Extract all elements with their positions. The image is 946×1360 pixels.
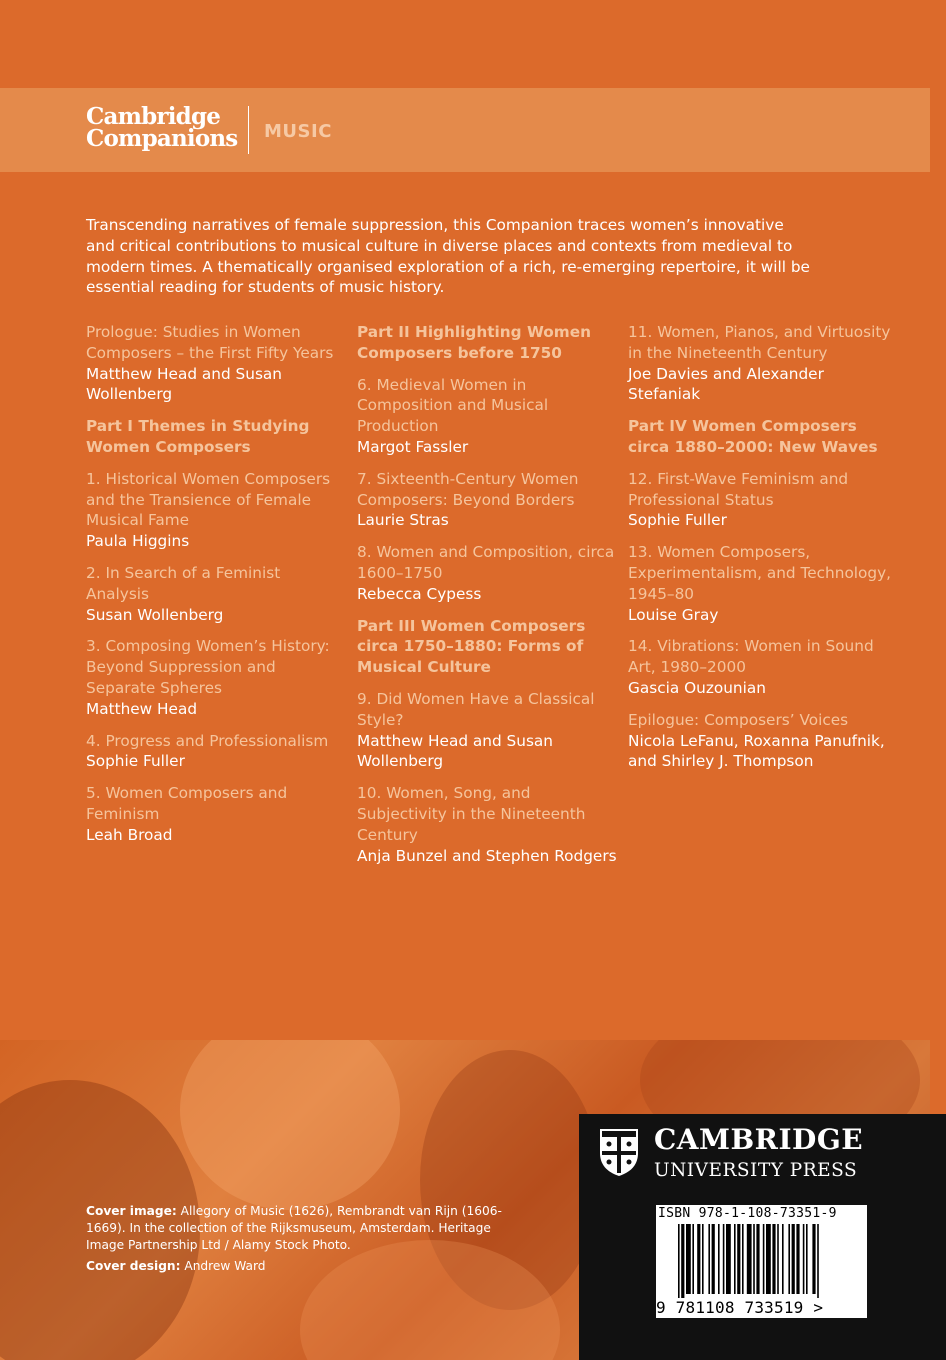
publisher-subname: UNIVERSITY PRESS [654, 1160, 858, 1181]
chapter-author: Rebecca Cypess [357, 584, 482, 603]
chapter-title: 4. Progress and Professionalism [86, 731, 329, 750]
university-crest-icon [598, 1127, 640, 1177]
part-heading: Part III Women Composers circa 1750–1880: Forms of Musical Culture [357, 616, 586, 677]
painting-highlight-shape [180, 1040, 400, 1210]
chapter-author: Matthew Head [86, 699, 198, 718]
barcode-bar [747, 1224, 752, 1294]
barcode-bar [792, 1224, 795, 1294]
chapter-title: 12. First-Wave Feminism and Professional Status [628, 469, 849, 509]
chapter-entry [628, 322, 898, 405]
chapter-author: Margot Fassler [357, 437, 469, 456]
barcode-bar [692, 1224, 694, 1294]
barcode-bar [777, 1224, 779, 1294]
chapter-entry [86, 322, 348, 405]
barcode-bar [753, 1224, 755, 1294]
chapter-title: 10. Women, Song, and Subjectivity in the Nineteenth Century [357, 784, 586, 844]
barcode-bar [772, 1224, 775, 1294]
isbn-digits: 9 781108 733519 > [656, 1298, 824, 1317]
chapter-title: 7. Sixteenth-Century Women Composers: Beyond Borders [357, 469, 579, 509]
chapter-author: Louise Gray [628, 605, 719, 624]
chapter-title: 6. Medieval Women in Composition and Musical Production [357, 375, 549, 436]
toc-column-3 [628, 322, 898, 783]
part-heading: Part IV Women Composers circa 1880–2000: New Waves [628, 417, 878, 456]
chapter-author: Gascia Ouzounian [628, 678, 766, 697]
barcode-bar [782, 1224, 784, 1294]
chapter-author: Sophie Fuller [86, 752, 185, 771]
barcode-bar [678, 1224, 680, 1298]
barcode-bar [763, 1224, 765, 1294]
barcode-bar [806, 1224, 808, 1294]
barcode-bar [697, 1224, 700, 1294]
isbn-barcode [656, 1205, 867, 1318]
chapter-title: 1. Historical Women Composers and the Transience of Female Musical Fame [86, 469, 331, 530]
barcode-bar [756, 1224, 759, 1294]
chapter-author: Sophie Fuller [628, 511, 727, 530]
chapter-title: 11. Women, Pianos, and Virtuosity in the Nineteenth Century [628, 323, 891, 362]
chapter-entry [86, 636, 348, 719]
toc-column-1 [86, 322, 348, 857]
chapter-author: Matthew Head and Susan Wollenberg [357, 731, 553, 771]
chapter-author: Susan Wollenberg [86, 605, 224, 624]
chapter-entry [628, 469, 898, 531]
chapter-author: Nicola LeFanu, Roxanna Panufnik, and Shirley J. Thompson [628, 731, 885, 771]
part-heading: Part II Highlighting Women Composers before 1750 [357, 323, 591, 362]
chapter-title: 9. Did Women Have a Classical Style? [357, 689, 595, 729]
toc-column-2 [357, 322, 619, 877]
series-subject: MUSIC [264, 121, 332, 142]
barcode-bar [708, 1224, 710, 1294]
chapter-author: Joe Davies and Alexander Stefaniak [628, 364, 824, 404]
chapter-entry [357, 689, 619, 772]
barcode-bar [803, 1224, 805, 1294]
barcode-bar [686, 1224, 691, 1294]
part-heading: Part I Themes in Studying Women Composers [86, 417, 310, 456]
cover-image-label: Cover image: [86, 1204, 177, 1218]
chapter-title: Prologue: Studies in Women Composers – the First Fifty Years [86, 323, 334, 362]
series-divider [248, 106, 249, 154]
barcode-bar [812, 1224, 815, 1294]
chapter-title: 13. Women Composers, Experimentalism, and Technology, 1945–80 [628, 543, 892, 603]
chapter-title: 8. Women and Composition, circa 1600–1750 [357, 543, 615, 582]
chapter-title: 2. In Search of a Feminist Analysis [86, 563, 281, 603]
chapter-entry [86, 783, 348, 845]
chapter-entry [357, 783, 619, 866]
chapter-entry [628, 710, 898, 772]
barcode-bar [712, 1224, 715, 1294]
chapter-entry [86, 469, 348, 552]
barcode-bar [788, 1224, 790, 1294]
barcode-bar [681, 1224, 684, 1298]
chapter-author: Paula Higgins [86, 532, 190, 551]
barcode-bar [718, 1224, 720, 1294]
barcode-bar [726, 1224, 731, 1294]
chapter-title: 3. Composing Women’s History: Beyond Suppression and Separate Spheres [86, 637, 330, 697]
chapter-entry [86, 731, 348, 773]
cover-credits [86, 1203, 506, 1279]
barcode-bar [702, 1224, 704, 1294]
chapter-entry [628, 542, 898, 625]
series-logo-line2: Companions [86, 125, 238, 152]
chapter-entry [628, 636, 898, 698]
barcode-bar [723, 1224, 725, 1294]
chapter-title: 14. Vibrations: Women in Sound Art, 1980–2000 [628, 637, 874, 677]
chapter-entry [86, 563, 348, 625]
barcode-bar [817, 1224, 819, 1298]
chapter-title: Epilogue: Composers’ Voices [628, 710, 849, 729]
chapter-entry [357, 375, 619, 458]
chapter-author: Matthew Head and Susan Wollenberg [86, 364, 282, 404]
isbn-label: ISBN 978-1-108-73351-9 [658, 1206, 837, 1221]
series-logo [86, 103, 246, 158]
chapter-title: 5. Women Composers and Feminism [86, 784, 288, 823]
book-blurb: Transcending narratives of female suppression, this Companion traces women’s innovative and critical contributions to musical culture in diverse places and contexts from medieval to modern times. A thematically organised exploration of a rich, re-emerging repertoire, it will be essential reading for students of music history. [86, 216, 810, 297]
cover-design-label: Cover design: [86, 1259, 181, 1273]
barcode-bar [796, 1224, 799, 1294]
barcode-bar [734, 1224, 736, 1294]
chapter-author: Laurie Stras [357, 511, 449, 530]
barcode-bar [742, 1224, 744, 1294]
barcode-bar [737, 1224, 740, 1294]
series-logo-line1: Cambridge [86, 103, 221, 130]
barcode-bar [766, 1224, 771, 1294]
barcode-bars [656, 1224, 867, 1298]
cover-design-text: Andrew Ward [180, 1259, 266, 1273]
publisher-name: CAMBRIDGE [654, 1123, 864, 1156]
chapter-entry [357, 469, 619, 531]
cover-image-text: Allegory of Music (1626), Rembrandt van Rijn (1606-1669). In the collection of the Rijksmuseum, Amsterdam. Heritage Image Partnership Ltd / Alamy Stock Photo. [86, 1204, 502, 1252]
chapter-entry [357, 542, 619, 604]
chapter-author: Anja Bunzel and Stephen Rodgers [357, 846, 617, 865]
chapter-author: Leah Broad [86, 825, 173, 844]
